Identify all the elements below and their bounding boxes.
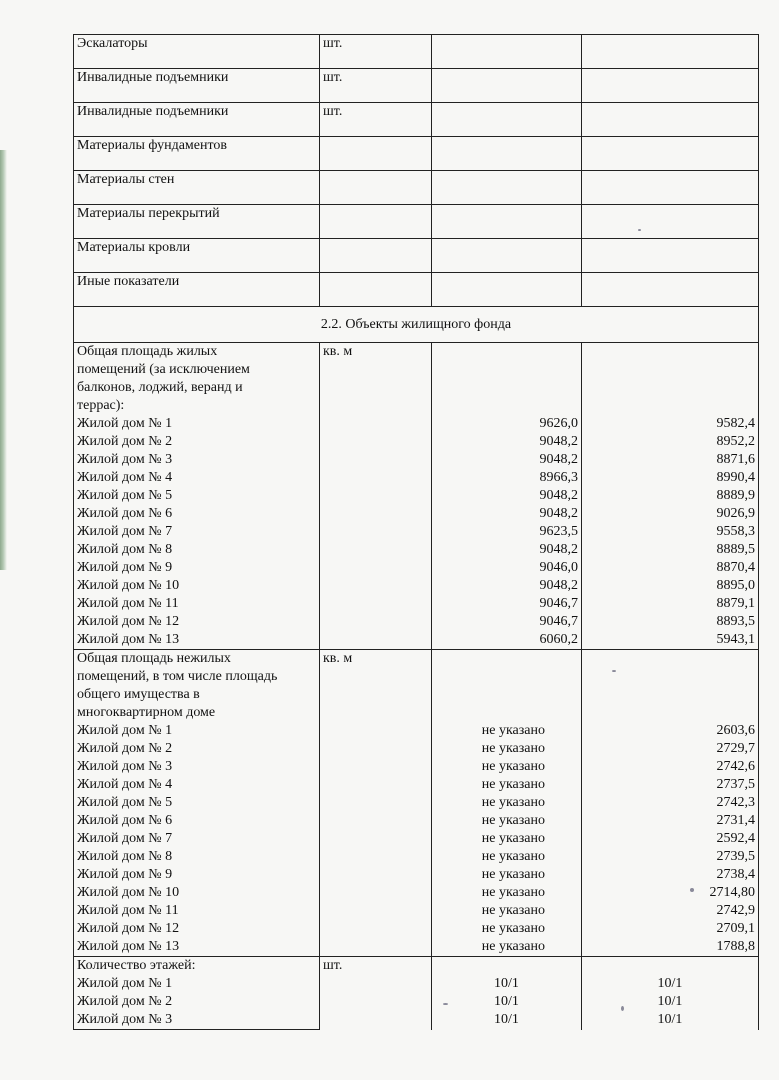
- actual-value: 8870,4: [716, 560, 755, 575]
- nonliving-area-names: [74, 650, 320, 957]
- table-row: [74, 103, 759, 137]
- actual-value: 8895,0: [716, 578, 755, 593]
- row-unit: шт.: [320, 69, 432, 103]
- actual-cell: [582, 205, 759, 239]
- row-name: Материалы стен: [74, 171, 320, 205]
- actual-cell: [582, 171, 759, 205]
- spacer-line: [585, 397, 755, 415]
- actual-value: 2742,3: [716, 795, 755, 810]
- spacer-line: [435, 397, 578, 415]
- nonliving-area-actual: [582, 650, 759, 957]
- project-value: 10/1: [494, 1012, 519, 1027]
- actual-cell: [582, 35, 759, 69]
- house-name: Жилой дом № 8: [77, 849, 173, 864]
- group-living-area: [74, 343, 759, 650]
- group-caption-line: Количество этажей:: [77, 958, 196, 973]
- row-unit: шт.: [320, 35, 432, 69]
- house-name: Жилой дом № 13: [77, 939, 180, 954]
- spacer-line: [435, 379, 578, 397]
- actual-cell: [582, 137, 759, 171]
- house-name: Жилой дом № 10: [77, 578, 180, 593]
- project-cell: [432, 137, 582, 171]
- floors-actual: [582, 957, 759, 1030]
- project-value: не указано: [481, 759, 545, 774]
- project-value: 9626,0: [539, 416, 578, 431]
- group-caption-line: общего имущества в: [77, 687, 200, 702]
- house-name: Жилой дом № 7: [77, 831, 173, 846]
- project-cell: [432, 205, 582, 239]
- house-name: Жилой дом № 7: [77, 524, 173, 539]
- nonliving-area-unit: кв. м: [320, 650, 432, 957]
- group-caption-line: Общая площадь жилых: [77, 344, 218, 359]
- actual-value: 10/1: [657, 994, 683, 1009]
- house-name: Жилой дом № 13: [77, 632, 180, 647]
- house-name: Жилой дом № 10: [77, 885, 180, 900]
- table-row: [74, 69, 759, 103]
- floors-project: [432, 957, 582, 1030]
- spacer-line: [435, 957, 578, 975]
- actual-cell: [582, 103, 759, 137]
- actual-value: 2739,5: [716, 849, 755, 864]
- house-name: Жилой дом № 12: [77, 614, 180, 629]
- row-unit: [320, 171, 432, 205]
- actual-cell: [582, 239, 759, 273]
- project-value: не указано: [481, 903, 545, 918]
- actual-value: 8889,9: [716, 488, 755, 503]
- actual-value: 9582,4: [716, 416, 755, 431]
- house-name: Жилой дом № 3: [77, 452, 173, 467]
- row-name: Материалы перекрытий: [74, 205, 320, 239]
- project-value: не указано: [481, 921, 545, 936]
- scan-edge-shadow: [0, 150, 7, 570]
- project-value: не указано: [481, 885, 545, 900]
- project-value: не указано: [481, 849, 545, 864]
- section-title: 2.2. Объекты жилищного фонда: [74, 307, 759, 343]
- row-name: Инвалидные подъемники: [74, 69, 320, 103]
- actual-value: 8952,2: [716, 434, 755, 449]
- house-name: Жилой дом № 1: [77, 416, 173, 431]
- row-unit: [320, 137, 432, 171]
- living-area-unit: кв. м: [320, 343, 432, 650]
- project-value: 9048,2: [539, 488, 578, 503]
- nonliving-area-project: [432, 650, 582, 957]
- actual-value: 10/1: [657, 976, 683, 991]
- project-cell: [432, 273, 582, 307]
- project-value: 9048,2: [539, 506, 578, 521]
- project-value: не указано: [481, 813, 545, 828]
- project-cell: [432, 103, 582, 137]
- house-name: Жилой дом № 6: [77, 506, 173, 521]
- group-caption-line: многоквартирном доме: [77, 705, 216, 720]
- row-unit: [320, 273, 432, 307]
- project-value: 9046,0: [539, 560, 578, 575]
- row-unit: [320, 205, 432, 239]
- spacer-line: [435, 686, 545, 704]
- project-value: 10/1: [494, 994, 519, 1009]
- actual-value: 8893,5: [716, 614, 755, 629]
- spacer-line: [435, 668, 545, 686]
- actual-value: 2729,7: [716, 741, 755, 756]
- actual-value: 2709,1: [716, 921, 755, 936]
- living-area-project: [432, 343, 582, 650]
- spacer-line: [585, 650, 755, 668]
- table-row: [74, 239, 759, 273]
- floors-names: [74, 957, 320, 1030]
- house-name: Жилой дом № 2: [77, 434, 173, 449]
- project-value: не указано: [481, 795, 545, 810]
- row-unit: шт.: [320, 103, 432, 137]
- actual-value: 2742,6: [716, 759, 755, 774]
- group-nonliving-area: [74, 650, 759, 957]
- table-row: [74, 35, 759, 69]
- spacer-line: [435, 650, 545, 668]
- house-name: Жилой дом № 3: [77, 759, 173, 774]
- project-value: не указано: [481, 777, 545, 792]
- project-value: не указано: [481, 867, 545, 882]
- actual-value: 8879,1: [716, 596, 755, 611]
- project-cell: [432, 35, 582, 69]
- project-value: 9048,2: [539, 542, 578, 557]
- house-name: Жилой дом № 2: [77, 994, 173, 1009]
- spacer-line: [585, 704, 755, 722]
- actual-value: 8889,5: [716, 542, 755, 557]
- group-floors: [74, 957, 759, 1030]
- document-table: [73, 34, 759, 1030]
- actual-value: 9558,3: [716, 524, 755, 539]
- actual-value: 5943,1: [716, 632, 755, 647]
- spacer-line: [435, 704, 545, 722]
- spacer-line: [585, 957, 755, 975]
- house-name: Жилой дом № 5: [77, 795, 173, 810]
- living-area-actual: [582, 343, 759, 650]
- actual-value: 2714,80: [709, 885, 755, 900]
- row-name: Материалы кровли: [74, 239, 320, 273]
- house-name: Жилой дом № 2: [77, 741, 173, 756]
- actual-value: 2592,4: [716, 831, 755, 846]
- house-name: Жилой дом № 1: [77, 723, 173, 738]
- living-area-names: [74, 343, 320, 650]
- actual-value: 8871,6: [716, 452, 755, 467]
- group-caption-line: помещений, в том числе площадь: [77, 669, 278, 684]
- spacer-line: [585, 686, 755, 704]
- project-value: 9048,2: [539, 578, 578, 593]
- spacer-line: [435, 343, 578, 361]
- house-name: Жилой дом № 9: [77, 867, 173, 882]
- house-name: Жилой дом № 1: [77, 976, 173, 991]
- project-value: 9048,2: [539, 434, 578, 449]
- house-name: Жилой дом № 11: [77, 903, 179, 918]
- house-name: Жилой дом № 11: [77, 596, 179, 611]
- house-name: Жилой дом № 5: [77, 488, 173, 503]
- spacer-line: [435, 361, 578, 379]
- actual-value: 2737,5: [716, 777, 755, 792]
- project-value: 6060,2: [539, 632, 578, 647]
- table-row: [74, 137, 759, 171]
- floors-unit: шт.: [320, 957, 432, 1030]
- house-name: Жилой дом № 4: [77, 777, 173, 792]
- project-value: 10/1: [494, 976, 519, 991]
- table-row: [74, 205, 759, 239]
- house-name: Жилой дом № 12: [77, 921, 180, 936]
- project-value: 8966,3: [539, 470, 578, 485]
- group-caption-line: террас):: [77, 398, 125, 413]
- group-caption-line: балконов, лоджий, веранд и: [77, 380, 243, 395]
- project-value: не указано: [481, 741, 545, 756]
- spacer-line: [585, 361, 755, 379]
- group-caption-line: помещений (за исключением: [77, 362, 250, 377]
- actual-value: 2742,9: [716, 903, 755, 918]
- house-name: Жилой дом № 6: [77, 813, 173, 828]
- actual-value: 9026,9: [716, 506, 755, 521]
- actual-value: 2738,4: [716, 867, 755, 882]
- house-name: Жилой дом № 4: [77, 470, 173, 485]
- row-name: Материалы фундаментов: [74, 137, 320, 171]
- project-value: 9048,2: [539, 452, 578, 467]
- project-cell: [432, 171, 582, 205]
- project-value: 9046,7: [539, 596, 578, 611]
- project-value: не указано: [481, 723, 545, 738]
- spacer-line: [585, 379, 755, 397]
- project-value: 9046,7: [539, 614, 578, 629]
- row-name: Иные показатели: [74, 273, 320, 307]
- project-value: не указано: [481, 831, 545, 846]
- simple-rows: [74, 35, 759, 307]
- actual-value: 10/1: [657, 1012, 683, 1027]
- project-value: не указано: [481, 939, 545, 954]
- actual-value: 2603,6: [716, 723, 755, 738]
- row-name: Инвалидные подъемники: [74, 103, 320, 137]
- project-value: 9623,5: [539, 524, 578, 539]
- section-header-row: [74, 307, 759, 343]
- project-cell: [432, 239, 582, 273]
- table-row: [74, 171, 759, 205]
- actual-cell: [582, 69, 759, 103]
- group-caption-line: Общая площадь нежилых: [77, 651, 231, 666]
- house-name: Жилой дом № 3: [77, 1012, 173, 1027]
- house-name: Жилой дом № 9: [77, 560, 173, 575]
- row-name: Эскалаторы: [74, 35, 320, 69]
- actual-cell: [582, 273, 759, 307]
- spacer-line: [585, 343, 755, 361]
- table-row: [74, 273, 759, 307]
- actual-value: 8990,4: [716, 470, 755, 485]
- house-name: Жилой дом № 8: [77, 542, 173, 557]
- spacer-line: [585, 668, 755, 686]
- row-unit: [320, 239, 432, 273]
- actual-value: 1788,8: [716, 939, 755, 954]
- actual-value: 2731,4: [716, 813, 755, 828]
- project-cell: [432, 69, 582, 103]
